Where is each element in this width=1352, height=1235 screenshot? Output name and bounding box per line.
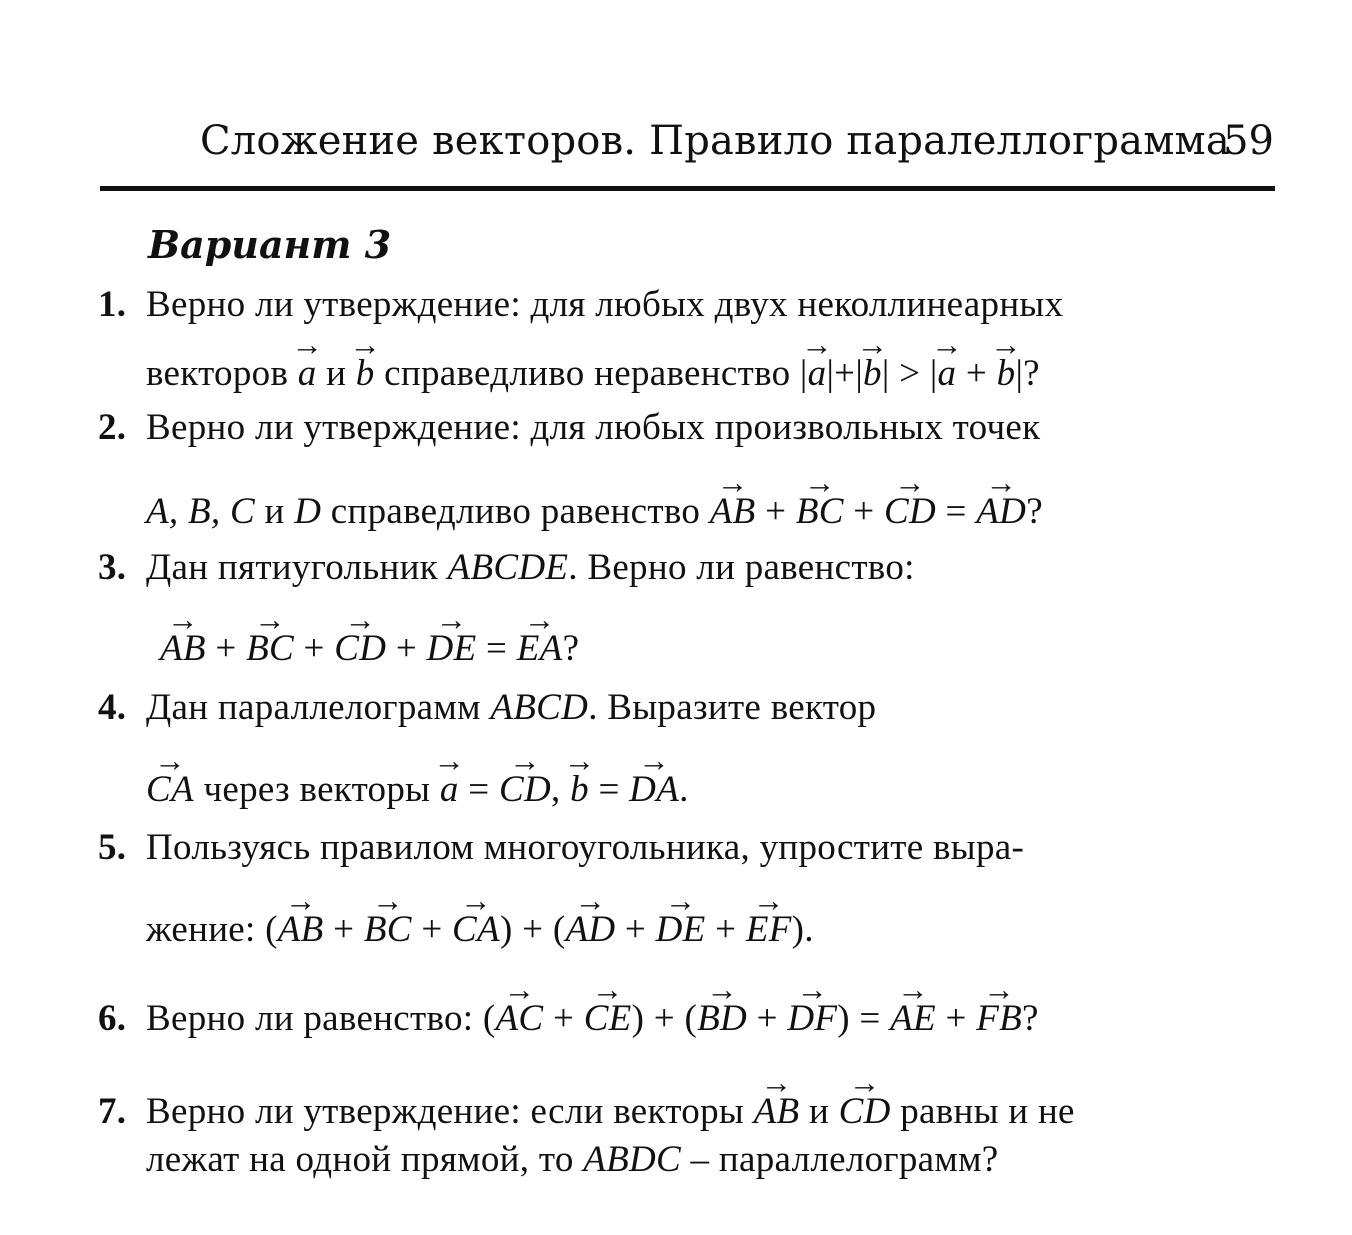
vector: → EF [746,908,792,951]
problem-text: жение: (→ AB + → BC + → CA) + (→ AD + → DE + → EF). [146,908,814,951]
vector: → CD [499,768,551,811]
vector: → AD [565,908,615,951]
vector: → a [808,352,827,395]
vector: → AB [754,1090,800,1133]
problem-text: Верно ли утверждение: если векторы → AB и → CD равны и не [146,1090,1075,1133]
problem-text: A, B, C и D справедливо равенство → AB + → BC + → CD = → AD? [146,490,1043,533]
problem-number: 6. [98,998,127,1039]
vector: → DE [656,908,706,951]
problem-text: Верно ли утверждение: для любых произвольных точек [146,407,1041,448]
vector: → AB [278,908,324,951]
vector: → CA [452,908,500,951]
vector: → BC [246,627,294,670]
vector: → CD [334,627,386,670]
vector: → EA [517,627,563,670]
vector: → AB [710,490,756,533]
vector: → AC [496,997,544,1040]
problem-text: Дан пятиугольник ABCDE. Верно ли равенство: [146,547,915,588]
vector: → b [997,352,1016,395]
vector: → CD [884,490,936,533]
vector: → AD [976,490,1026,533]
problem-text: Пользуясь правилом многоугольника, упростите выра- [146,827,1025,868]
header-rule [100,186,1275,191]
problem-text: Верно ли утверждение: для любых двух неколлинеарных [146,284,1064,325]
vector: → DE [427,627,477,670]
vector: → DF [787,997,837,1040]
vector: → BD [697,997,747,1040]
problem-number: 7. [98,1091,127,1132]
problem-number: 2. [98,407,127,448]
problem-number: 1. [98,284,127,325]
variant-heading: Вариант 3 [148,222,392,267]
vector: → CA [146,768,194,811]
page-number: 59 [1223,118,1274,164]
vector: → a [440,768,459,811]
vector: → a [938,352,957,395]
vector: → BC [796,490,844,533]
vector: → FB [976,997,1022,1040]
problem-text: Дан параллелограмм ABCD. Выразите вектор [146,687,877,728]
problem-number: 4. [98,687,127,728]
vector: → b [863,352,882,395]
problem-text: векторов → a и → b справедливо неравенство |→ a|+|→ b| > |→ a + → b|? [146,352,1040,395]
vector: → DA [629,768,679,811]
problem-text: → AB + → BC + → CD + → DE = → EA? [160,627,579,670]
problem-text: → CA через векторы → a = → CD, → b = → DA. [146,768,689,811]
running-header-title: Сложение векторов. Правило паралеллограмма [200,118,1230,164]
vector: → CD [839,1090,891,1133]
vector: → b [356,352,375,395]
vector: → a [298,352,317,395]
vector: → b [570,768,589,811]
vector: → CE [584,997,632,1040]
problem-text: лежат на одной прямой, то ABDC – параллелограмм? [146,1139,999,1180]
problem-number: 5. [98,827,127,868]
vector: → AB [160,627,206,670]
vector: → AE [890,997,936,1040]
problem-number: 3. [98,547,127,588]
vector: → BC [364,908,412,951]
problem-text: Верно ли равенство: (→ AC + → CE) + (→ BD + → DF) = → AE + → FB? [146,997,1039,1040]
